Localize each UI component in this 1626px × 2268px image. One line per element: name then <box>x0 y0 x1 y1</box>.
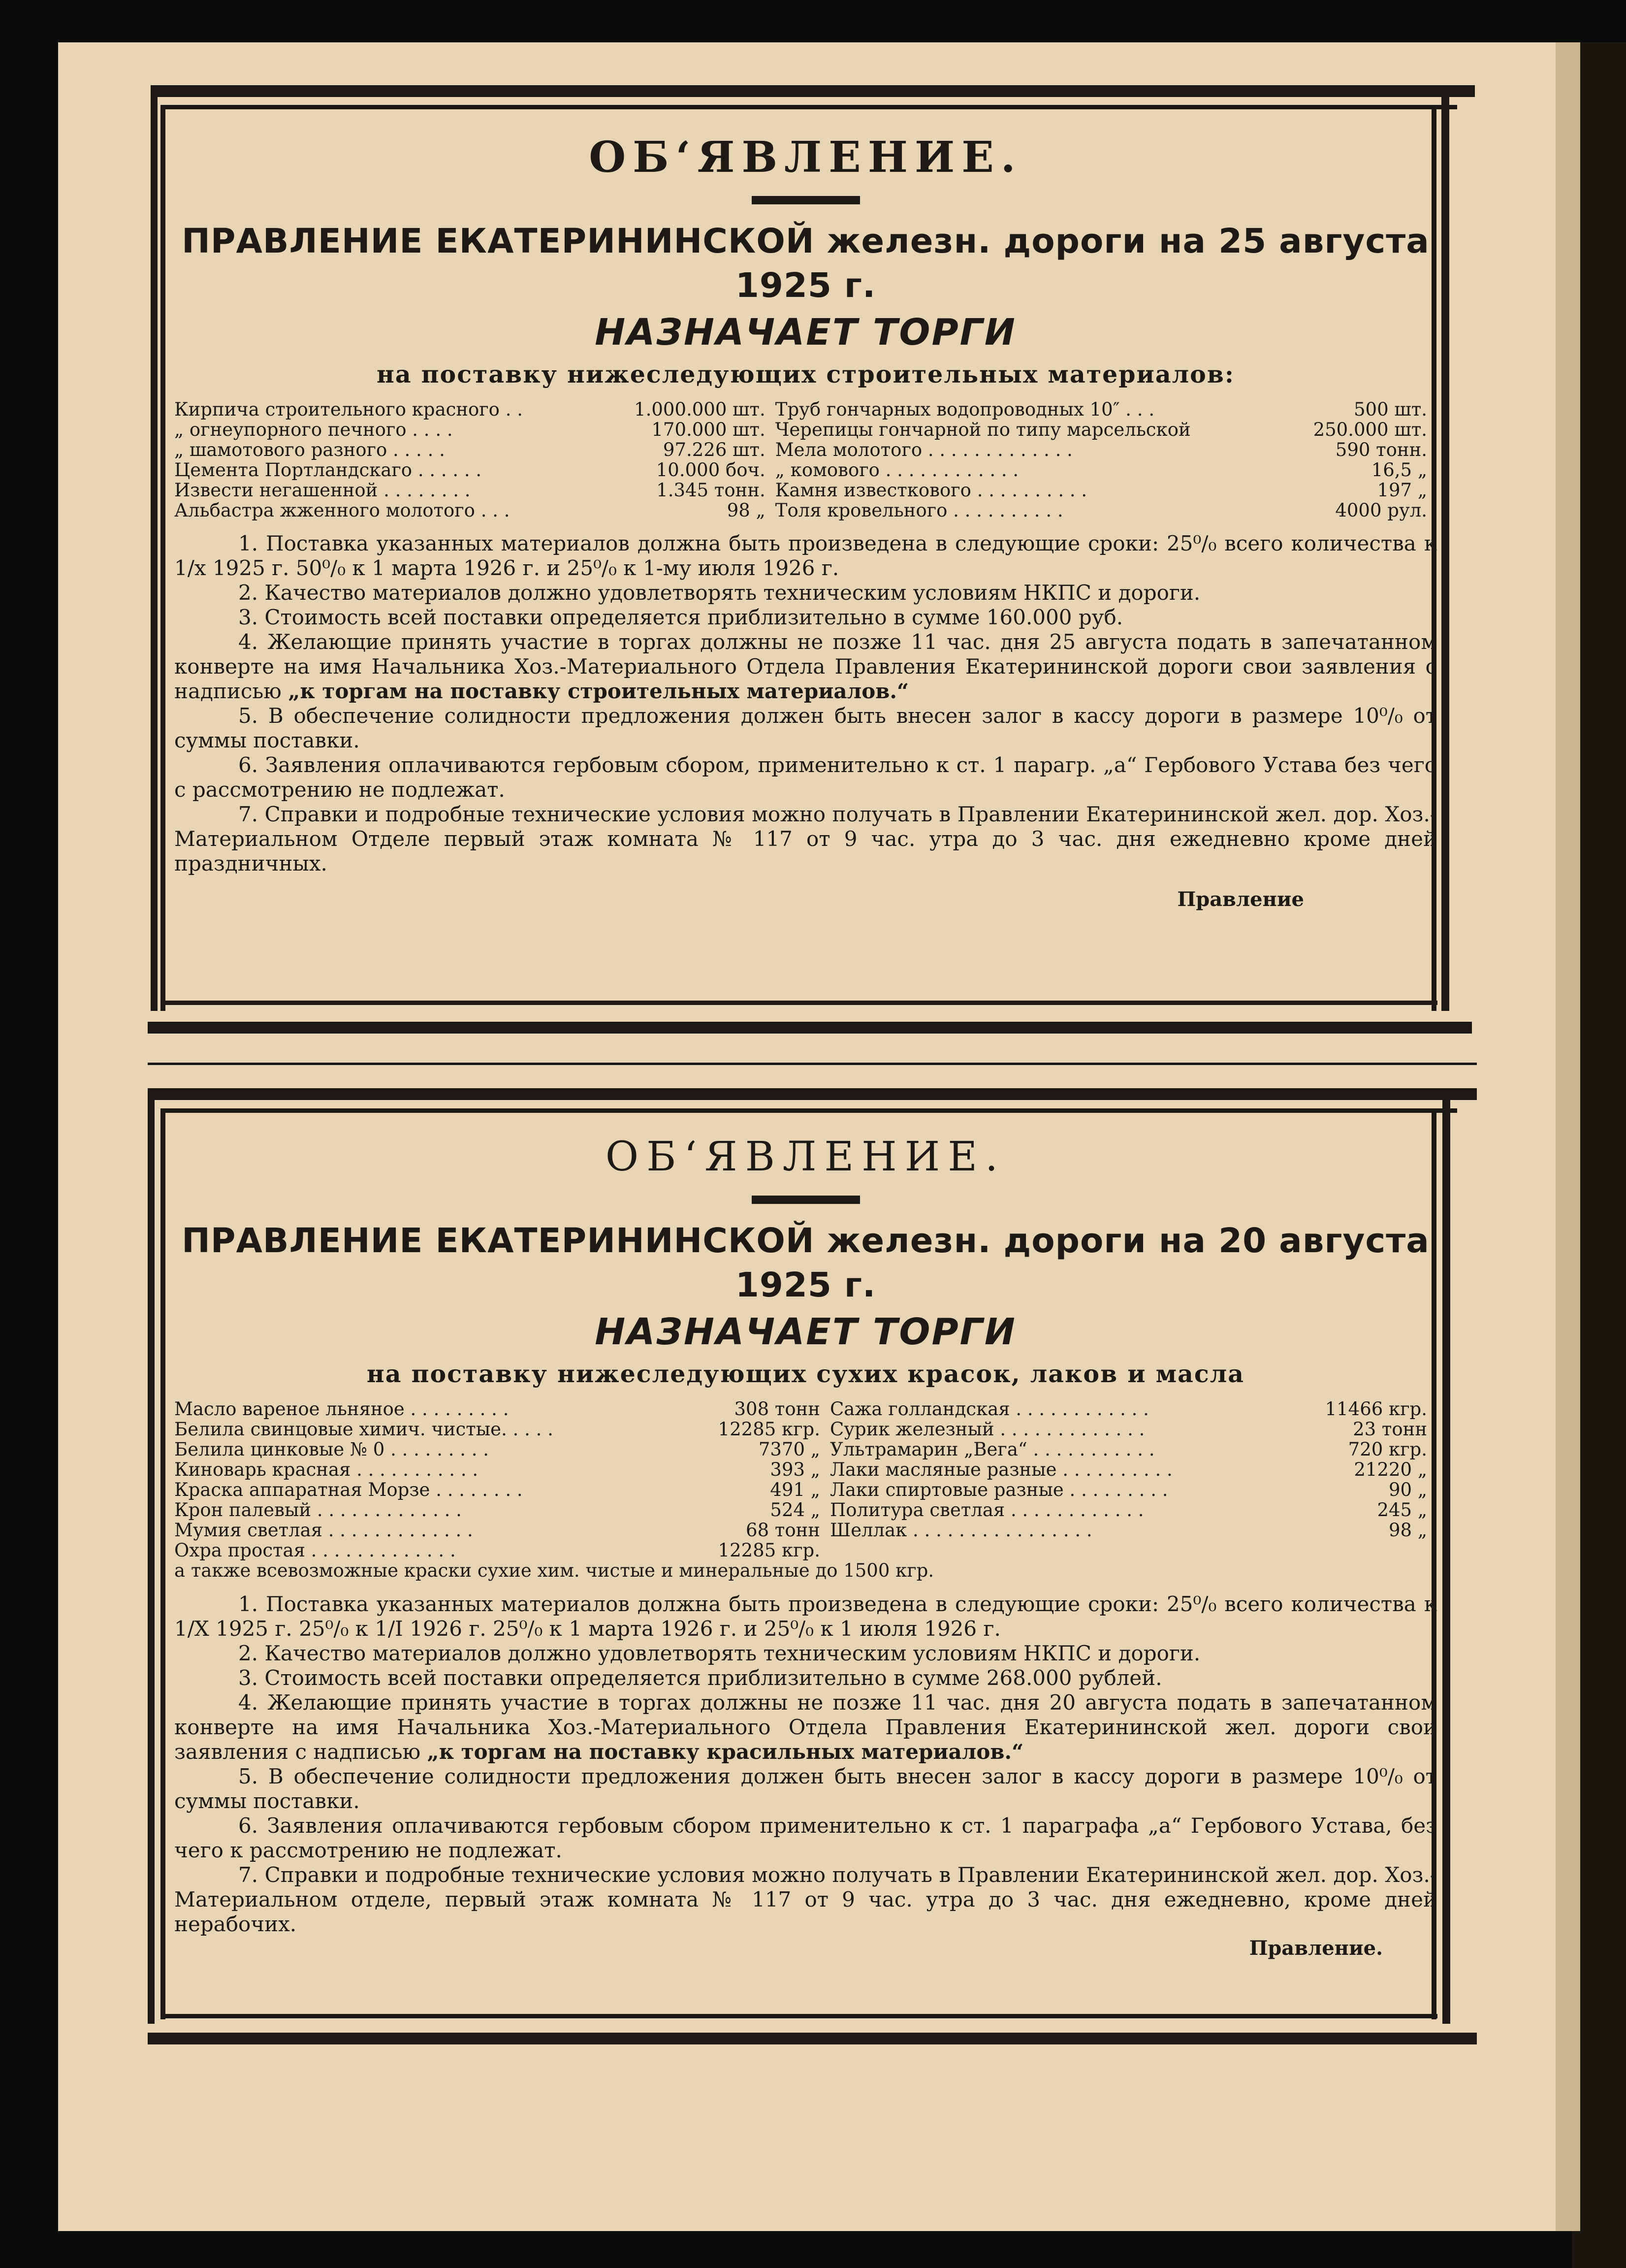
table-row <box>174 480 1437 500</box>
ad1-frame-left <box>160 105 165 1011</box>
table-row <box>174 440 1437 460</box>
ad2-headline: НАЗНАЧАЕТ ТОРГИ <box>595 1311 1017 1353</box>
material-qty: 1.000.000 шт. <box>634 399 765 420</box>
announcement-2 <box>174 1133 1437 2009</box>
ad2-subtitle: на поставку нижеследующих сухих красок, лаков и масла <box>366 1360 1245 1388</box>
material-qty: 1.345 тонн. <box>656 480 765 501</box>
ad1-frame-bottom-inner <box>162 1001 1437 1005</box>
ad2-frame-bottom <box>148 2033 1477 2044</box>
table-row <box>174 1540 1437 1560</box>
material-name: Политура светлая . . . . . . . . . . . . <box>829 1499 1144 1521</box>
material-qty: 23 тонн <box>1353 1419 1427 1440</box>
table-row <box>174 399 1437 420</box>
ad2-clause-4-text: 4. Желающие принять участие в торгах должны не позже 11 час. дня 20 августа подать в запечатанном конверте на имя Начальника Хоз.-Материального Отдела Правления Екатерининской жел. дороги свои заявления с надписью <box>174 1690 1437 1764</box>
ad2-clause-7: 7. Справки и подробные технические условия можно получать в Правлении Екатерининской жел. дор. Хоз.-Материальном отделе, первый этаж комната № 117 от 9 час. утра до 3 час. дня ежедневно, кроме дней нерабочих. <box>174 1863 1437 1936</box>
ad1-org-line: ПРАВЛЕНИЕ ЕКАТЕРИНИНСКОЙ железн. дороги на 25 августа 1925 г. <box>182 222 1430 305</box>
ad2-clause-3: 3. Стоимость всей поставки определяется приблизительно в сумме 268.000 рублей. <box>238 1666 1162 1690</box>
ad1-frame-top <box>151 85 1475 97</box>
ad1-frame-left-outer <box>151 85 158 1011</box>
material-qty: 12285 кгр. <box>718 1540 820 1561</box>
material-name: Краска аппаратная Морзе . . . . . . . . <box>174 1479 523 1500</box>
ad1-clause-5: 5. В обеспечение солидности предложения должен быть внесен залог в кассу дороги в размере 10⁰/₀ от суммы поставки. <box>174 704 1437 752</box>
material-qty: 98 „ <box>1388 1520 1427 1541</box>
ad2-org-line: ПРАВЛЕНИЕ ЕКАТЕРИНИНСКОЙ железн. дороги на 20 августа 1925 г. <box>182 1221 1430 1305</box>
material-qty: 90 „ <box>1388 1479 1427 1500</box>
ad2-clause-2: 2. Качество материалов должно удовлетворять техническим условиям НКПС и дороги. <box>238 1641 1201 1665</box>
material-qty: 524 „ <box>770 1499 820 1521</box>
material-qty: 197 „ <box>1377 480 1427 501</box>
material-name: Кирпича строительного красного . . <box>174 399 523 420</box>
material-name: Белила свинцовые химич. чистые. . . . . <box>174 1419 553 1440</box>
material-name: Сажа голландская . . . . . . . . . . . . <box>829 1398 1149 1420</box>
material-name: Мела молотого . . . . . . . . . . . . . <box>775 439 1073 460</box>
material-name: „ комового . . . . . . . . . . . . <box>775 459 1019 481</box>
material-name: Лаки спиртовые разные . . . . . . . . . <box>829 1479 1168 1500</box>
material-name: „ огнеупорного печного . . . . <box>174 419 453 440</box>
table-row <box>174 1399 1437 1419</box>
ad1-clause-1: 1. Поставка указанных материалов должна быть произведена в следующие сроки: 25⁰/₀ всего количества к 1/х 1925 г. 50⁰/₀ к 1 марта 1926 г. и 25⁰/₀ к 1-му июля 1926 г. <box>174 531 1437 580</box>
material-qty: 720 кгр. <box>1348 1439 1427 1460</box>
ad1-clause-2: 2. Качество материалов должно удовлетворять техническим условиям НКПС и дороги. <box>238 581 1201 605</box>
material-name: Труб гончарных водопроводных 10″ . . . <box>775 399 1155 420</box>
material-qty: 7370 „ <box>758 1439 820 1460</box>
material-name: Цемента Портландскаго . . . . . . <box>174 459 482 481</box>
ad1-clause-4 <box>174 630 1437 704</box>
table-row <box>174 1439 1437 1459</box>
ad2-clause-6: 6. Заявления оплачиваются гербовым сбором применительно к ст. 1 параграфа „а“ Гербового Устава, без чего к рассмотрению не подлежат. <box>174 1814 1437 1862</box>
material-name: Шеллак . . . . . . . . . . . . . . . . <box>829 1520 1092 1541</box>
ad1-clause-7: 7. Справки и подробные технические условия можно получать в Правлении Екатерининской жел. дор. Хоз.-Материальном Отделе первый этаж комната № 117 от 9 час. утра до 3 час. дня ежедневно кроме дней праздничных. <box>174 802 1437 875</box>
ad1-signature: Правление <box>1177 888 1304 911</box>
table-row <box>174 460 1437 480</box>
ad1-frame-top-inner <box>162 105 1457 109</box>
ad2-materials-table <box>174 1399 1437 1560</box>
table-row <box>174 1459 1437 1480</box>
material-qty: 393 „ <box>770 1459 820 1480</box>
material-name: Альбастра жженного молотого . . . <box>174 500 510 521</box>
material-qty: 21220 „ <box>1354 1459 1427 1480</box>
ad2-title: ОБ‘ЯВЛЕНИЕ. <box>605 1134 1006 1180</box>
material-qty: 250.000 шт. <box>1313 419 1427 440</box>
material-name: Извести негашенной . . . . . . . . <box>174 480 471 501</box>
material-qty: 97.226 шт. <box>663 439 765 460</box>
table-row <box>174 1500 1437 1520</box>
material-name: Киноварь красная . . . . . . . . . . . <box>174 1459 478 1480</box>
material-qty: 10.000 боч. <box>656 459 765 481</box>
material-name: Сурик железный . . . . . . . . . . . . . <box>829 1419 1145 1440</box>
material-qty: 500 шт. <box>1353 399 1427 420</box>
material-qty: 98 „ <box>727 500 765 521</box>
ad2-frame-left <box>160 1108 165 2019</box>
material-name: Крон палевый . . . . . . . . . . . . . <box>174 1499 462 1521</box>
material-name: Масло вареное льняное . . . . . . . . . <box>174 1398 509 1420</box>
material-name: Ультрамарин „Вега“ . . . . . . . . . . . <box>829 1439 1155 1460</box>
ad1-clause-4-text: 4. Желающие принять участие в торгах должны не позже 11 час. дня 25 августа подать в запечатанном конверте на имя Начальника Хоз.-Материального Отдела Правления Екатерининской дороги свои заявления с надписью <box>174 630 1437 703</box>
ad2-clause-4-inscription: „к торгам на поставку красильных материалов.“ <box>427 1740 1024 1764</box>
ad2-frame-left-outer <box>148 1088 155 2024</box>
ad1-subtitle: на поставку нижеследующих строительных материалов: <box>376 360 1235 389</box>
ad2-frame-top-inner <box>162 1108 1457 1113</box>
material-qty: 12285 кгр. <box>718 1419 820 1440</box>
table-row <box>174 420 1437 440</box>
material-qty: 68 тонн <box>746 1520 820 1541</box>
table-row <box>174 1419 1437 1439</box>
material-qty: 245 „ <box>1377 1499 1427 1521</box>
ad1-frame-right-outer <box>1441 85 1449 1011</box>
material-qty: 491 „ <box>770 1479 820 1500</box>
material-qty: 4000 рул. <box>1335 500 1427 521</box>
table-row <box>174 500 1437 520</box>
material-qty: 308 тонн <box>734 1398 820 1420</box>
ad2-extra-note: а также всевозможные краски сухие хим. чистые и минеральные до 1500 кгр. <box>174 1560 934 1581</box>
ad2-signature: Правление. <box>1249 1937 1383 1960</box>
ad-separator <box>148 1063 1477 1065</box>
ad1-title-bar <box>752 196 860 204</box>
page-fold-shadow <box>1556 42 1580 2231</box>
material-name: Мумия светлая . . . . . . . . . . . . . <box>174 1520 473 1541</box>
ad1-clause-6: 6. Заявления оплачиваются гербовым сбором, применительно к ст. 1 парагр. „а“ Гербового Устава без чего с рассмотрению не подлежат. <box>174 753 1437 802</box>
material-name: Лаки масляные разные . . . . . . . . . . <box>829 1459 1173 1480</box>
ad1-headline: НАЗНАЧАЕТ ТОРГИ <box>595 311 1017 354</box>
ad2-clause-5: 5. В обеспечение солидности предложения должен быть внесен залог в кассу дороги в размере 10⁰/₀ от суммы поставки. <box>174 1764 1437 1813</box>
ad2-clause-1: 1. Поставка указанных материалов должна быть произведена в следующие сроки: 25⁰/₀ всего количества к 1/Х 1925 г. 25⁰/₀ к 1/I 1926 г. 25⁰/₀ к 1 марта 1926 г. и 25⁰/₀ к 1 июля 1926 г. <box>174 1592 1437 1641</box>
material-qty: 16,5 „ <box>1371 459 1427 481</box>
ad1-clause-3: 3. Стоимость всей поставки определяется приблизительно в сумме 160.000 руб. <box>238 605 1123 629</box>
material-qty: 11466 кгр. <box>1325 1398 1427 1420</box>
material-name: Охра простая . . . . . . . . . . . . . <box>174 1540 456 1561</box>
material-name: Толя кровельного . . . . . . . . . . <box>775 500 1063 521</box>
material-name: Черепицы гончарной по типу марсельской <box>775 419 1191 440</box>
announcement-1 <box>174 133 1437 995</box>
ad2-title-bar <box>752 1196 860 1204</box>
ad2-frame-top <box>148 1088 1477 1100</box>
table-row <box>174 1520 1437 1540</box>
ad1-frame-bottom <box>148 1022 1472 1034</box>
material-name: „ шамотового разного . . . . . <box>174 439 445 460</box>
ad2-clause-4 <box>174 1690 1437 1764</box>
material-qty: 170.000 шт. <box>651 419 765 440</box>
material-qty: 590 тонн. <box>1335 439 1427 460</box>
table-row <box>174 1480 1437 1500</box>
ad1-clause-4-inscription: „к торгам на поставку строительных материалов.“ <box>288 679 909 703</box>
ad1-materials-table <box>174 399 1437 520</box>
material-name: Белила цинковые № 0 . . . . . . . . . <box>174 1439 489 1460</box>
material-name: Камня известкового . . . . . . . . . . <box>775 480 1087 501</box>
ad2-frame-bottom-inner <box>162 2014 1437 2018</box>
ad2-frame-right-outer <box>1442 1088 1450 2024</box>
ad1-title: ОБ‘ЯВЛЕНИЕ. <box>589 132 1022 182</box>
